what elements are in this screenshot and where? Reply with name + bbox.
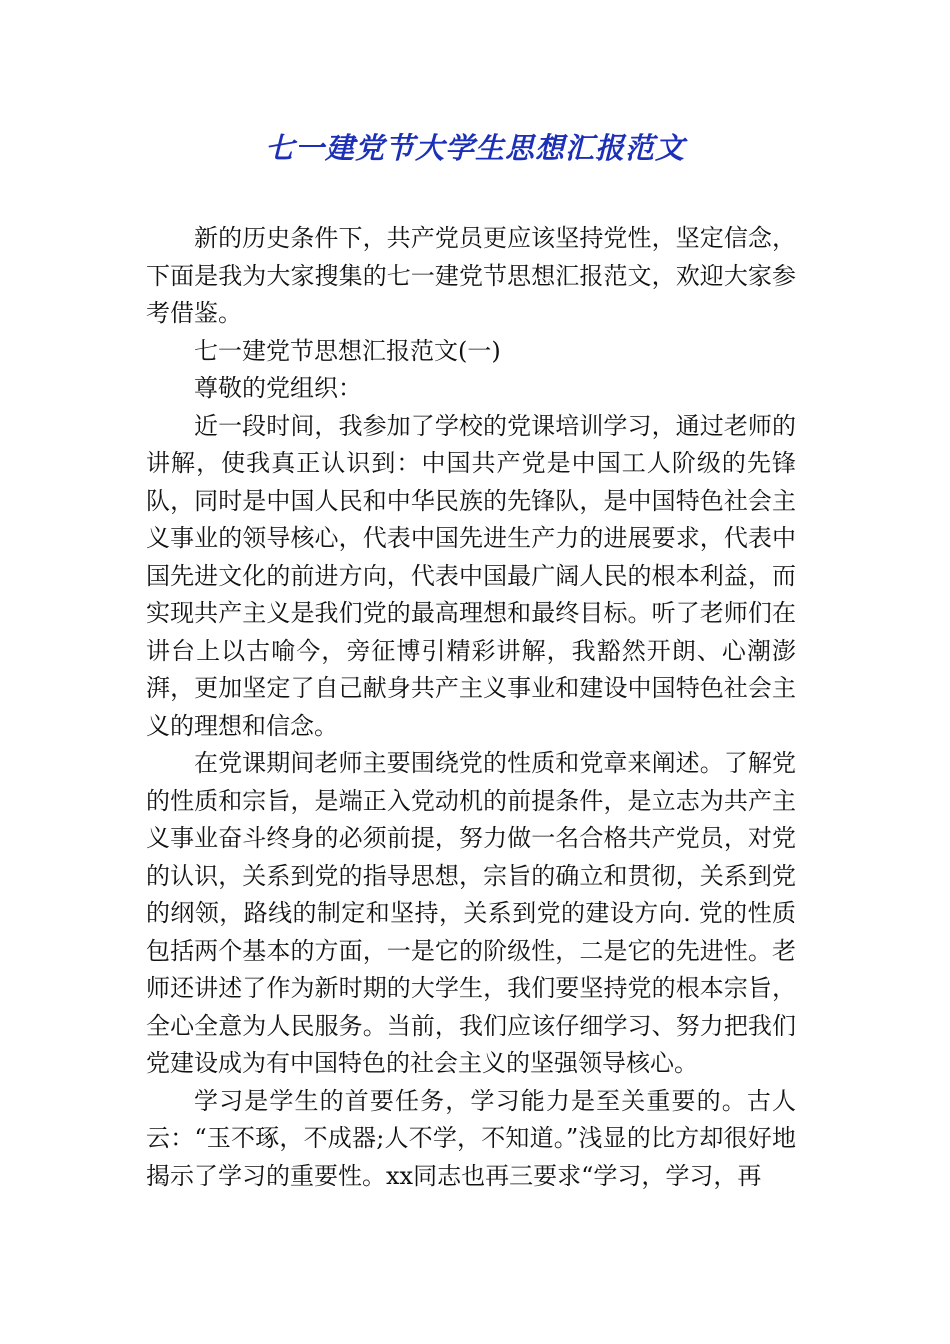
body-paragraph: 学习是学生的首要任务，学习能力是至关重要的。古人云：“玉不琢，不成器;人不学，不知道。”浅显的比方却很好地揭示了学习的重要性。xx同志也再三要求“学习，学习，再 bbox=[146, 1086, 796, 1190]
body-paragraph: 在党课期间老师主要围绕党的性质和党章来阐述。了解党的性质和宗旨，是端正入党动机的前提条件，是立志为共产主义事业奋斗终身的必须前提，努力做一名合格共产党员，对党的认识，关系到党的指导思想，宗旨的确立和贯彻，关系到党的纲领，路线的制定和坚持，关系到党的建设方向. 党的性质包括两个基本的方面，一是它的阶级性，二是它的先进性。老师还讲述了作为新时期的大学生，我们要坚持党的根本宗旨，全心全意为人民服务。当前，我们应该仔细学习、努力把我们党建设成为有中国特色的社会主义的坚强领导核心。 bbox=[146, 749, 796, 1077]
document-title: 七一建党节大学生思想汇报范文 bbox=[264, 131, 685, 165]
intro-paragraph: 新的历史条件下，共产党员更应该坚持党性，坚定信念，下面是我为大家搜集的七一建党节思想汇报范文，欢迎大家参考借鉴。 bbox=[146, 224, 796, 327]
salutation: 尊敬的党组织： bbox=[194, 374, 362, 402]
section-heading: 七一建党节思想汇报范文(一) bbox=[194, 336, 501, 365]
document-body bbox=[146, 220, 796, 1195]
body-paragraph: 近一段时间，我参加了学校的党课培训学习，通过老师的讲解，使我真正认识到：中国共产党是中国工人阶级的先锋队，同时是中国人民和中华民族的先锋队，是中国特色社会主义事业的领导核心，代表中国先进生产力的进展要求，代表中国先进文化的前进方向，代表中国最广阔人民的根本利益，而实现共产主义是我们党的最高理想和最终目标。听了老师们在讲台上以古喻今，旁征博引精彩讲解，我豁然开朗、心潮澎湃，更加坚定了自己献身共产主义事业和建设中国特色社会主义的理想和信念。 bbox=[146, 411, 796, 740]
